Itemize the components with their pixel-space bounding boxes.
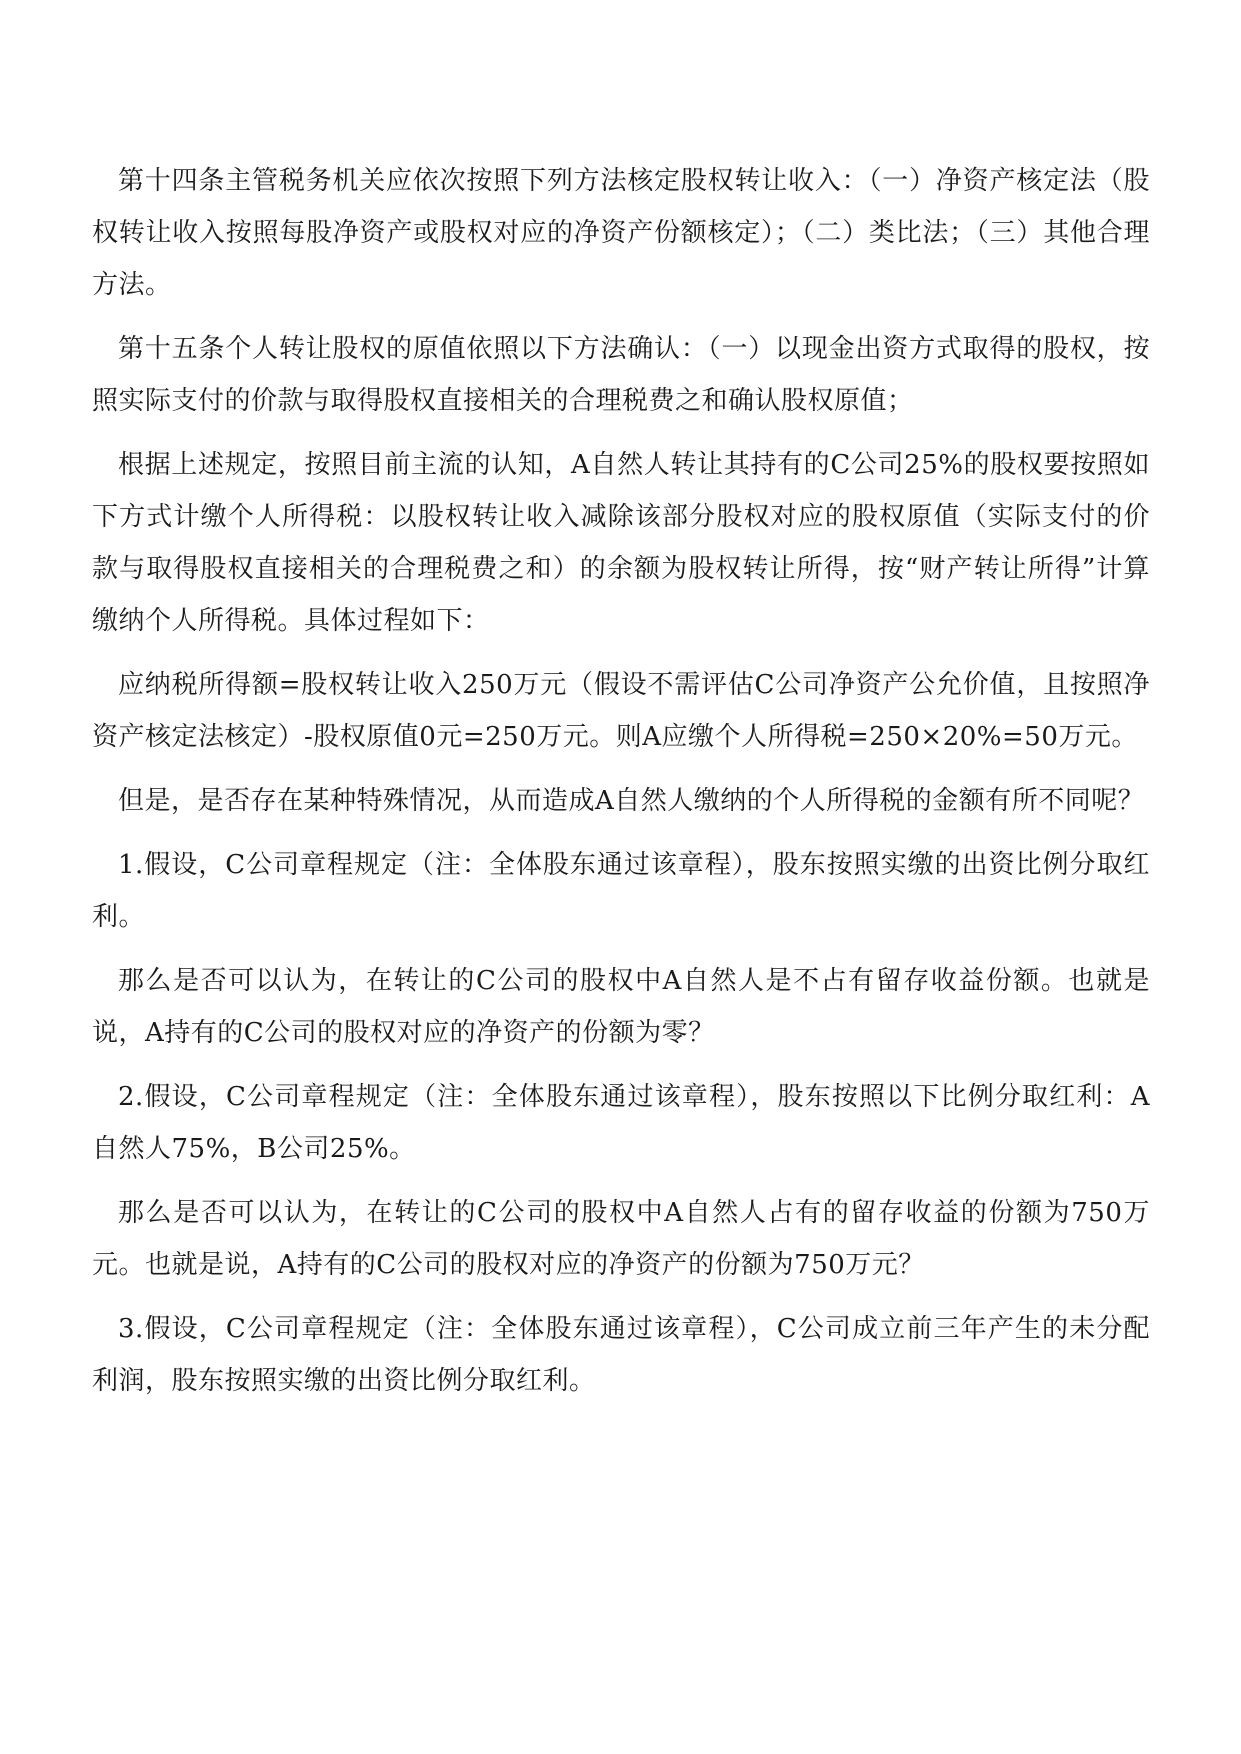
paragraph-case-2-conclusion: 那么是否可以认为，在转让的C公司的股权中A自然人占有的留存收益的份额为750万元。也就是说，A持有的C公司的股权对应的净资产的份额为750万元？ bbox=[92, 1198, 1150, 1280]
paragraph-article-15: 第十五条个人转让股权的原值依照以下方法确认：（一）以现金出资方式取得的股权，按照实际支付的价款与取得股权直接相关的合理税费之和确认股权原值； bbox=[92, 334, 1150, 416]
paragraph-question: 但是，是否存在某种特殊情况，从而造成A自然人缴纳的个人所得税的金额有所不同呢？ bbox=[118, 786, 1145, 816]
paragraph-case-3: 3.假设，C公司章程规定（注：全体股东通过该章程），C公司成立前三年产生的未分配利润，股东按照实缴的出资比例分取红利。 bbox=[92, 1314, 1150, 1396]
document-page bbox=[92, 155, 1150, 1419]
paragraph-article-14: 第十四条主管税务机关应依次按照下列方法核定股权转让收入：（一）净资产核定法（股权转让收入按照每股净资产或股权对应的净资产份额核定）；（二）类比法；（三）其他合理方法。 bbox=[92, 166, 1150, 300]
paragraph-case-1: 1.假设，C公司章程规定（注：全体股东通过该章程），股东按照实缴的出资比例分取红利。 bbox=[92, 850, 1150, 932]
paragraph-case-2: 2.假设，C公司章程规定（注：全体股东通过该章程），股东按照以下比例分取红利：A自然人75%，B公司25%。 bbox=[92, 1082, 1150, 1164]
paragraph-case-1-conclusion: 那么是否可以认为，在转让的C公司的股权中A自然人是不占有留存收益份额。也就是说，A持有的C公司的股权对应的净资产的份额为零？ bbox=[92, 966, 1150, 1048]
paragraph-calculation: 应纳税所得额=股权转让收入250万元（假设不需评估C公司净资产公允价值，且按照净资产核定法核定）-股权原值0元=250万元。则A应缴个人所得税=250×20%=50万元。 bbox=[92, 670, 1150, 752]
paragraph-analysis: 根据上述规定，按照目前主流的认知，A自然人转让其持有的C公司25%的股权要按照如下方式计缴个人所得税：以股权转让收入减除该部分股权对应的股权原值（实际支付的价款与取得股权直接相关的合理税费之和）的余额为股权转让所得，按“财产转让所得”计算缴纳个人所得税。具体过程如下： bbox=[92, 450, 1150, 636]
